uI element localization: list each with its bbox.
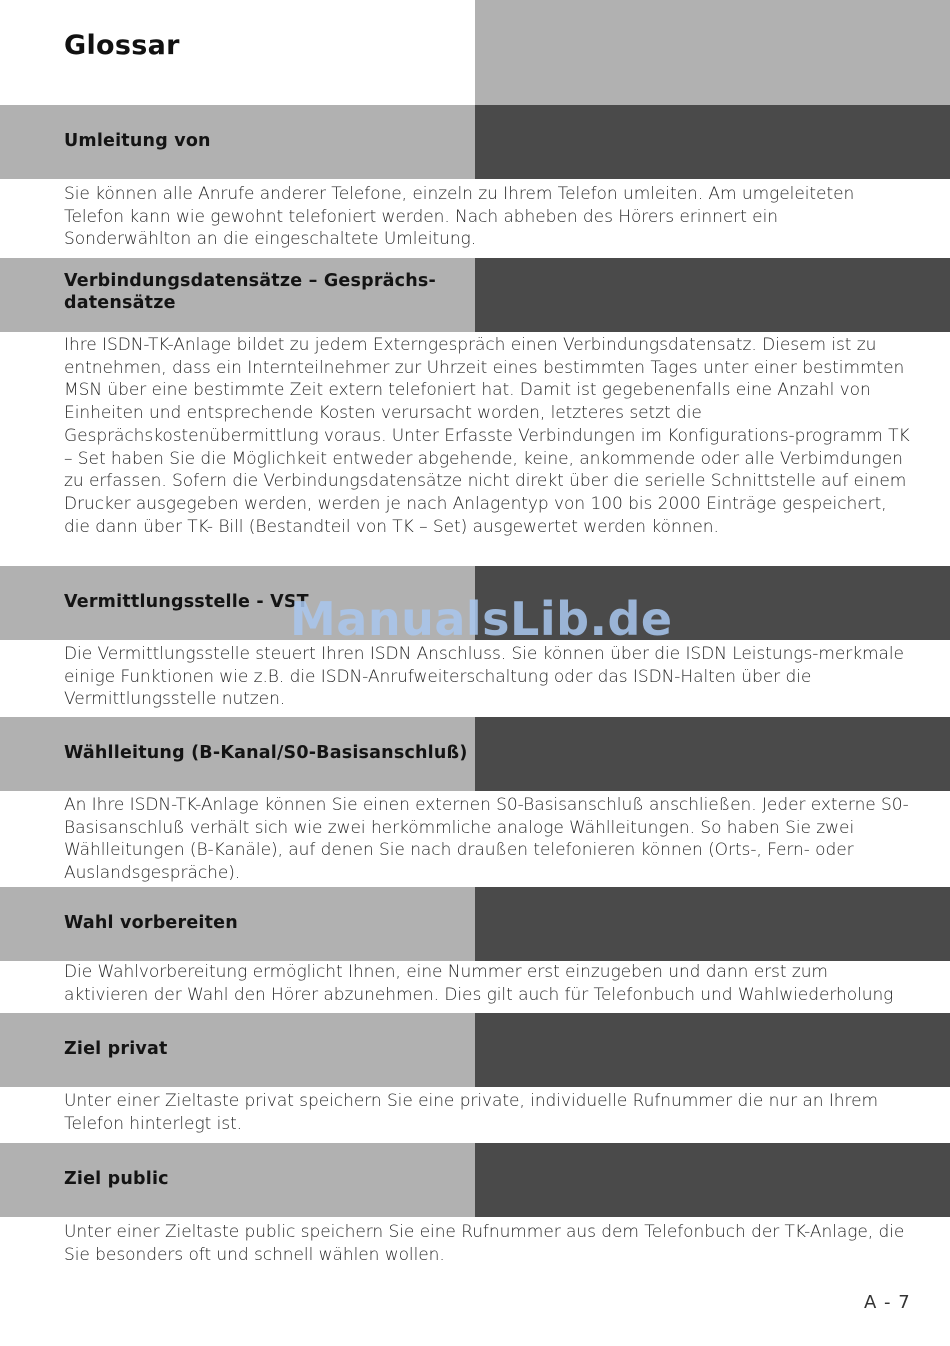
- glossary-definition-verbindungsdatensaetze: Ihre ISDN-TK-Anlage bildet zu jedem Externgespräch einen Verbindungsdatensatz. Diesem ist zu entnehmen, dass ein Internteilnehmer zur Uhrzeit eines bestimmten Tages unter einer bestimmten MSN über eine bestimmte Zeit extern telefoniert hat. Damit ist gegebenenfalls eine Anzahl von Einheiten und entsprechende Kosten verursacht worden, letzteres setzt die Gesprächskostenübermittlung voraus. Unter Erfasste Verbindungen im Konfigurations-programm TK – Set haben Sie die Möglichkeit entweder abgehende, keine, ankommende oder alle Verbimdungen zu erfassen. Sofern die Verbindungsdatensätze nicht direkt über die serielle Schnittstelle auf einem Drucker ausgegeben werden, werden je nach Anlagentyp von 100 bis 2000 Einträge gespeichert, die dann über TK- Bill (Bestandteil von TK – Set) ausgewertet werden können.: [64, 335, 910, 537]
- glossary-heading-band: [0, 1013, 950, 1087]
- page-title: Glossar: [64, 30, 180, 61]
- glossary-term-vermittlungsstelle: Vermittlungsstelle - VST: [64, 592, 309, 612]
- glossary-definition-vermittlungsstelle: Die Vermittlungsstelle steuert Ihren ISDN Anschluss. Sie können über die ISDN Leistungs-merkmale einige Funktionen wie z.B. die ISDN-Anrufweiterschaltung oder das ISDN-Halten über die Vermittlungsstelle nutzen.: [64, 644, 904, 710]
- glossary-term-ziel-public: Ziel public: [64, 1169, 169, 1189]
- glossary-definition-wahl-vorbereiten: Die Wahlvorbereitung ermöglicht Ihnen, eine Nummer erst einzugeben und dann erst zum aktivieren der Wahl den Hörer abzunehmen. Dies gilt auch für Telefonbuch und Wahlwiederholung: [64, 962, 894, 1005]
- page-number: A - 7: [864, 1292, 911, 1313]
- glossary-term-wahl-vorbereiten: Wahl vorbereiten: [64, 913, 238, 933]
- glossary-heading-band: [0, 717, 950, 791]
- watermark: ManualsLib.de: [290, 592, 673, 646]
- glossary-term-waehlleitung: Wählleitung (B-Kanal/S0-Basisanschluß): [64, 743, 468, 763]
- glossary-term-umleitung: Umleitung von: [64, 131, 211, 151]
- glossary-heading-band: [0, 1143, 950, 1217]
- header-grey-block: [475, 0, 950, 105]
- glossary-definition-ziel-public: Unter einer Zieltaste public speichern Sie eine Rufnummer aus dem Telefonbuch der TK-Anlage, die Sie besonders oft und schnell wählen wollen.: [64, 1222, 905, 1265]
- glossary-definition-umleitung: Sie können alle Anrufe anderer Telefone, einzeln zu Ihrem Telefon umleiten. Am umgeleiteten Telefon kann wie gewohnt telefoniert werden. Nach abheben des Hörers erinnert ein Sonderwählton an die eingeschaltete Umleitung.: [64, 184, 855, 250]
- glossary-term-ziel-privat: Ziel privat: [64, 1039, 168, 1059]
- glossary-term-verbindungsdatensaetze: Verbindungsdatensätze – Gesprächs-datensätze: [64, 271, 436, 313]
- glossary-heading-band: [0, 887, 950, 961]
- glossary-heading-band: [0, 258, 950, 332]
- glossary-definition-ziel-privat: Unter einer Zieltaste privat speichern Sie eine private, individuelle Rufnummer die nur an Ihrem Telefon hinterlegt ist.: [64, 1091, 878, 1134]
- glossary-definition-waehlleitung: An Ihre ISDN-TK-Anlage können Sie einen externen S0-Basisanschluß anschließen. Jeder externe S0-Basisanschluß verhält sich wie zwei herkömmliche analoge Wählleitungen. So haben Sie zwei Wählleitungen (B-Kanäle), auf denen Sie nach draußen telefonieren können (Orts-, Fern- oder Auslandsgespräche).: [64, 795, 909, 884]
- glossary-heading-band: [0, 105, 950, 179]
